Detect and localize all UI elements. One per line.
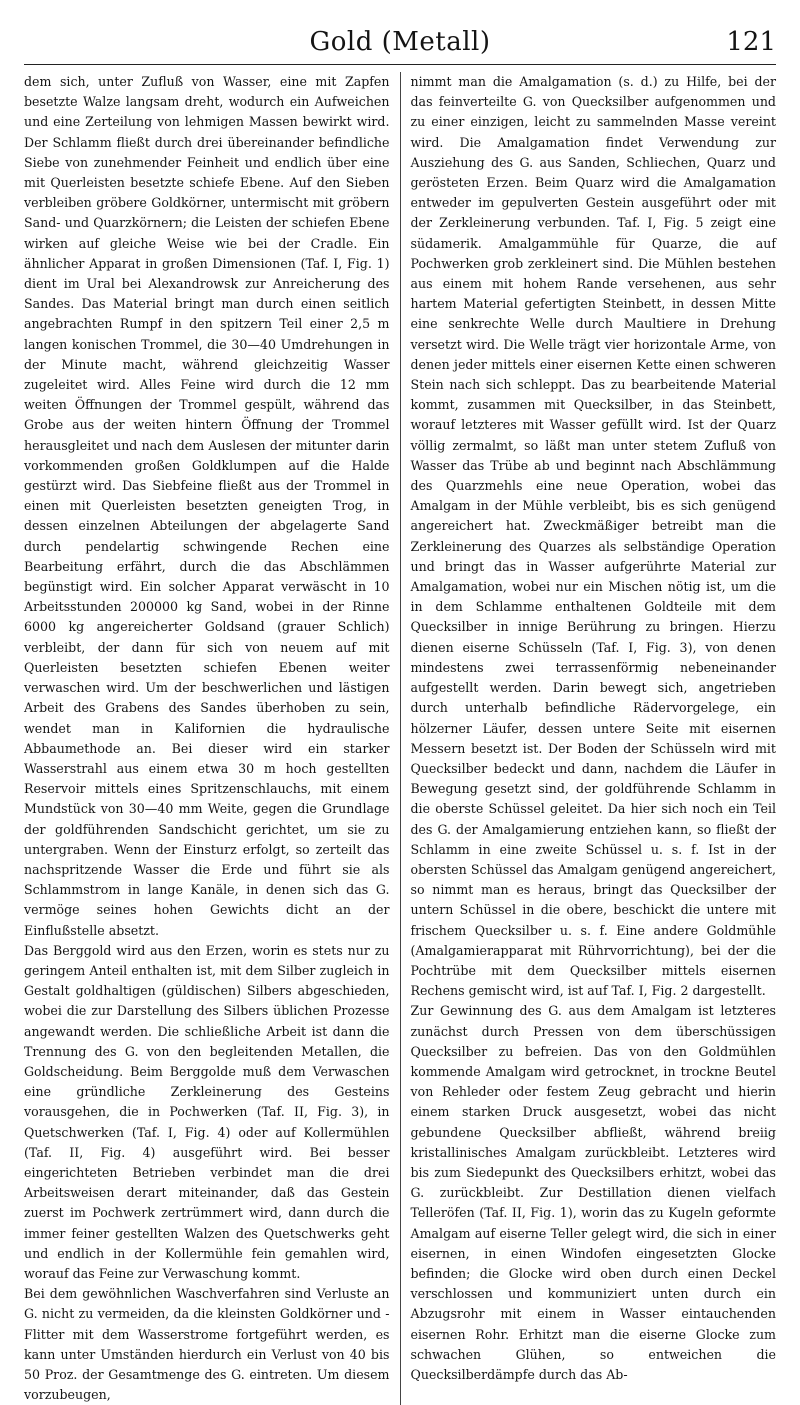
right-column [411,72,777,1405]
page-number: 121 [726,27,776,57]
paragraph: Bei dem gewöhnlichen Waschverfahren sind Verluste an G. nicht zu vermeiden, da die kleinsten Goldkörner und -Flitter mit dem Wasserstrome fortgeführt werden, es kann unter Umständen hierdurch ein Verlust von 40 bis 50 Proz. der Gesamtmenge des G. eintreten. Um diesem vorzubeugen, [24,1286,390,1403]
paragraph: Zur Gewinnung des G. aus dem Amalgam ist letzteres zunächst durch Pressen von dem überschüssigen Quecksilber zu befreien. Das von den Goldmühlen kommende Amalgam wird getrocknet, in trockne Beutel von Rehleder oder festem Zeug gebracht und hierin einem starken Druck ausgesetzt, wobei das nicht gebundene Quecksilber abfließt, während breiig kristallinisches Amalgam zurückbleibt. Letzteres wird bis zum Siedepunkt des Quecksilbers erhitzt, wobei das G. zurückbleibt. Zur Destillation dienen vielfach Telleröfen (Taf. II, Fig. 1), worin das zu Kugeln geformte Amalgam auf eiserne Teller gelegt wird, die sich in einer eisernen, in einen Windofen eingesetzten Glocke befinden; die Glocke wird oben durch einen Deckel verschlossen und kommuniziert unten durch ein Abzugsrohr mit einem in Wasser eintauchenden eisernen Rohr. Erhitzt man die eiserne Glocke zum schwachen Glühen, so entweichen die Quecksilberdämpfe durch das Ab- [410,1003,776,1382]
paragraph: nimmt man die Amalgamation (s. d.) zu Hilfe, bei der das feinverteilte G. von Quecksilber aufgenommen und zu einer einzigen, leicht zu sammelnden Masse vereint wird. Die Amalgamation findet Verwendung zur Ausziehung des G. aus Sanden, Schliechen, Quarz und gerösteten Erzen. Beim Quarz wird die Amalgamation entweder im gepulverten Gestein ausgeführt oder mit der Zerkleinerung verbunden. Taf. I, Fig. 5 zeigt eine südamerik. Amalgammühle für Quarze, die auf Pochwerken grob zerkleinert sind. Die Mühlen bestehen aus einem mit hohem Rande versehenen, aus sehr hartem Material gefertigten Steinbett, in dessen Mitte eine senkrechte Welle durch Maultiere in Drehung versetzt wird. Die Welle trägt vier horizontale Arme, von denen jeder mittels einer eisernen Kette einen schweren Stein nach sich schleppt. Das zu bearbeitende Material kommt, zusammen mit Quecksilber, in das Steinbett, worauf letzteres mit Wasser gefüllt wird. Ist der Quarz völlig zermalmt, so läßt man unter stetem Zufluß von Wasser das Trübe ab und beginnt nach Abschlämmung des Quarzmehls eine neue Operation, wobei das Amalgam in der Mühle verbleibt, bis es sich genügend angereichert hat. Zweckmäßiger betreibt man die Zerkleinerung des Quarzes als selbständige Operation und bringt das in Wasser aufgerührte Material zur Amalgamation, wobei nur ein Mischen nötig ist, um die in dem Schlamme enthaltenen Goldteile mit dem Quecksilber in innige Berührung zu bringen. Hierzu dienen eiserne Schüsseln (Taf. I, Fig. 3), von denen mindestens zwei terrassenförmig nebeneinander aufgestellt werden. Darin bewegt sich, angetrieben durch unterhalb befindliche Rädervorgelege, ein hölzerner Läufer, dessen untere Seite mit eisernen Messern besetzt ist. Der Boden der Schüsseln wird mit Quecksilber bedeckt und dann, nachdem die Läufer in Bewegung gesetzt sind, der goldführende Schlamm in die oberste Schüssel geleitet. Da hier sich noch ein Teil des G. der Amalgamierung entziehen kann, so fließt der Schlamm in eine zweite Schüssel u. s. f. Ist in der obersten Schüssel das Amalgam genügend angereichert, so nimmt man es heraus, bringt das Quecksilber der untern Schüssel in die obere, beschickt die untere mit frischem Quecksilber u. s. f. Eine andere Goldmühle (Amalgamierapparat mit Rührvorrichtung), bei der die Pochtrübe mit dem Quecksilber mittels eisernen Rechens gemischt wird, ist auf Taf. I, Fig. 2 dargestellt. [410,74,776,999]
left-column [24,72,390,1405]
paragraph: dem sich, unter Zufluß von Wasser, eine mit Zapfen besetzte Walze langsam dreht, wodurch ein Aufweichen und eine Zerteilung von lehmigen Massen bewirkt wird. Der Schlamm fließt durch drei übereinander befindliche Siebe von zunehmender Feinheit und endlich über eine mit Querleisten besetzte schiefe Ebene. Auf den Sieben verbleiben gröbere Goldkörner, untermischt mit gröbern Sand- und Quarzkörnern; die Leisten der schiefen Ebene wirken auf gleiche Weise wie bei der Cradle. Ein ähnlicher Apparat in großen Dimensionen (Taf. I, Fig. 1) dient im Ural bei Alexandrowsk zur Anreicherung des Sandes. Das Material bringt man durch einen seitlich angebrachten Rumpf in den spitzern Teil einer 2,5 m langen konischen Trommel, die 30—40 Umdrehungen in der Minute macht, während gleichzeitig Wasser zugeleitet wird. Alles Feine wird durch die 12 mm weiten Öffnungen der Trommel gespült, während das Grobe aus der weiten hintern Öffnung der Trommel herausgleitet und nach dem Auslesen der mitunter darin vorkommenden großen Goldklumpen auf die Halde gestürzt wird. Das Siebfeine fließt aus der Trommel in einen mit Querleisten besetzten geneigten Trog, in dessen einzelnen Abteilungen der abgelagerte Sand durch pendelartig schwingende Rechen eine Bearbeitung erfährt, durch die das Abschlämmen begünstigt wird. Ein solcher Apparat verwäscht in 10 Arbeitsstunden 200000 kg Sand, wobei in der Rinne 6000 kg angereicherter Goldsand (grauer Schlich) verbleibt, der dann für sich von neuem auf mit Querleisten besetzten schiefen Ebenen weiter verwaschen wird. Um der beschwerlichen und lästigen Arbeit des Grabens des Sandes überhoben zu sein, wendet man in Kalifornien die hydraulische Abbaumethode an. Bei dieser wird ein starker Wasserstrahl aus einem etwa 30 m hoch gestellten Reservoir mittels eines Spritzenschlauchs, mit einem Mundstück von 30—40 mm Weite, gegen die Grundlage der goldführenden Sandschicht gerichtet, um sie zu untergraben. Wenn der Einsturz erfolgt, so zerteilt das nachspritzende Wasser die Erde und führt sie als Schlammstrom in lange Kanäle, in denen sich das G. vermöge seines hohen Gewichts dicht an der Einflußstelle absetzt. [24,74,390,938]
text-columns [24,72,776,1403]
column-divider [400,72,401,1405]
paragraph: Das Berggold wird aus den Erzen, worin es stets nur zu geringem Anteil enthalten ist, mit dem Silber zugleich in Gestalt goldhaltigen (güldischen) Silbers abgeschieden, wobei die zur Darstellung des Silbers üblichen Prozesse angewandt werden. Die schließliche Arbeit ist dann die Trennung des G. von den begleitenden Metallen, die Goldscheidung. Beim Berggolde muß dem Verwaschen eine gründliche Zerkleinerung des Gesteins vorausgehen, die in Pochwerken (Taf. II, Fig. 3), in Quetschwerken (Taf. I, Fig. 4) oder auf Kollermühlen (Taf. II, Fig. 4) ausgeführt wird. Bei besser eingerichteten Betrieben verbindet man die drei Arbeitsweisen derart miteinander, daß das Gestein zuerst im Pochwerk zertrümmert wird, dann durch die immer feiner gestellten Walzen des Quetschwerks geht und endlich in der Kollermühle fein gemahlen wird, worauf das Feine zur Verwaschung kommt. [24,942,390,1281]
page-header [24,20,776,65]
running-title: Gold (Metall) [309,27,491,57]
